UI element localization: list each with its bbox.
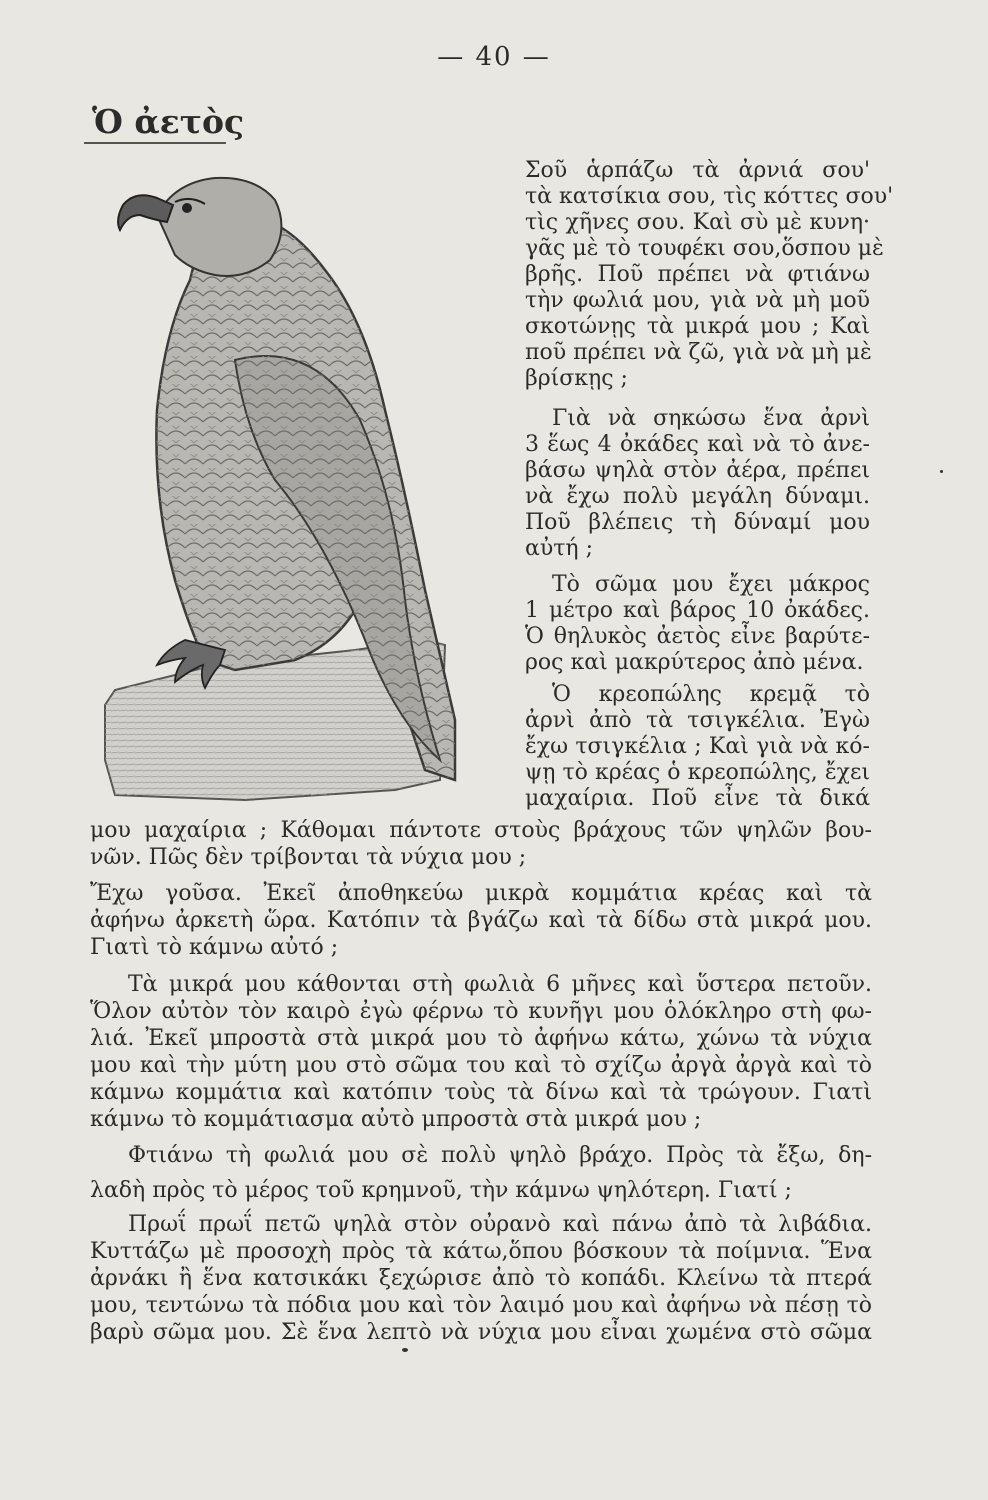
text-line: τὴν φωλιά μου, γιὰ νὰ μὴ μοῦ <box>525 288 870 313</box>
text-line: ἀρνάκι ἢ ἕνα κατσικάκι ξεχώρισε ἀπὸ τὸ κοπάδι. Κλείνω τὰ πτερά <box>90 1266 872 1291</box>
text-line: ρος καὶ μακρύτερος ἀπὸ μένα. <box>525 650 864 675</box>
text-line: λαδὴ πρὸς τὸ μέρος τοῦ κρημνοῦ, τὴν κάμνω ψηλότερη. Γιατί ; <box>90 1178 792 1203</box>
text-line: ἀφήνω ἀρκετὴ ὥρα. Κατόπιν τὰ βγάζω καὶ τὰ δίδω στὰ μικρά μου. <box>90 908 872 933</box>
text-line: ποῦ πρέπει νὰ ζῶ, γιὰ νὰ μὴ μὲ <box>525 340 872 365</box>
text-line: 1 μέτρο καὶ βάρος 10 ὀκάδες. <box>525 598 870 623</box>
text-line: Σοῦ ἁρπάζω τὰ ἀρνιά σου' <box>525 158 870 183</box>
text-line: μου μαχαίρια ; Κάθομαι πάντοτε στοὺς βράχους τῶν ψηλῶν βου- <box>90 818 872 843</box>
text-line: Ὁ κρεοπώλης κρεμᾷ τὸ <box>552 682 870 707</box>
text-line: Φτιάνω τὴ φωλιά μου σὲ πολὺ ψηλὸ βράχο. Πρὸς τὰ ἔξω, δη- <box>128 1143 872 1168</box>
text-line: Κυττάζω μὲ προσοχὴ πρὸς τὰ κάτω,ὅπου βόσκουν τὰ ποίμνια. Ἕνα <box>90 1239 872 1264</box>
text-line: αὐτή ; <box>525 536 593 561</box>
text-line: λιά. Ἐκεῖ μπροστὰ στὰ μικρά μου τὸ ἀφήνω κάτω, χώνω τὰ νύχια <box>90 1026 872 1051</box>
text-line: Ἔχω γοῦσα. Ἐκεῖ ἀποθηκεύω μικρὰ κομμάτια κρέας καὶ τὰ <box>90 881 872 906</box>
text-line: ψῃ τὸ κρέας ὁ κρεοπώλης, ἔχει <box>525 760 870 785</box>
text-line: νὰ ἔχω πολὺ μεγάλη δύναμι. <box>525 484 870 509</box>
page-number: — 40 — <box>437 42 551 72</box>
ink-speck <box>402 1348 408 1352</box>
text-line: τὰ κατσίκια σου, τὶς κόττες σου' <box>525 184 894 209</box>
text-line: Τὰ μικρά μου κάθονται στὴ φωλιὰ 6 μῆνες καὶ ὕστερα πετοῦν. <box>128 972 872 997</box>
text-line: ἀρνὶ ἀπὸ τὰ τσιγκέλια. Ἐγὼ <box>525 708 870 733</box>
text-line: Ὅλον αὐτὸν τὸν καιρὸ ἐγὼ φέρνω τὸ κυνῆγι μου ὁλόκληρο στὴ φω- <box>90 999 872 1024</box>
section-title: Ὁ ἀετὸς <box>92 102 245 141</box>
text-line: βρίσκῃς ; <box>525 366 628 391</box>
text-line: Ὁ θηλυκὸς ἀετὸς εἶνε βαρύτε- <box>525 624 870 649</box>
eye <box>182 203 192 213</box>
text-line: Γιατὶ τὸ κάμνω αὐτό ; <box>90 935 339 960</box>
eagle-illustration <box>95 160 505 810</box>
ink-speck <box>940 470 943 473</box>
text-line: βαρὺ σῶμα μου. Σὲ ἕνα λεπτὸ νὰ νύχια μου εἶναι χωμένα στὸ σῶμα <box>90 1320 872 1345</box>
text-line: βάσω ψηλὰ στὸν ἀέρα, πρέπει <box>525 458 870 483</box>
text-line: Γιὰ νὰ σηκώσω ἕνα ἀρνὶ <box>552 406 870 431</box>
text-line: μαχαίρια. Ποῦ εἶνε τὰ δικά <box>525 786 870 811</box>
text-line: ἔχω τσιγκέλια ; Καὶ γιὰ νὰ κό- <box>525 734 870 759</box>
text-line: μου καὶ τὴν μύτη μου στὸ σῶμα του καὶ τὸ σχίζω ἀργὰ ἀργὰ καὶ τὸ <box>90 1053 872 1078</box>
text-line: 3 ἕως 4 ὀκάδες καὶ νὰ τὸ ἀνε- <box>525 432 870 457</box>
text-line: σκοτώνῃς τὰ μικρά μου ; Καὶ <box>525 314 870 339</box>
text-line: Πρωΐ πρωΐ πετῶ ψηλὰ στὸν οὐρανὸ καὶ πάνω ἀπὸ τὰ λιβάδια. <box>128 1212 872 1237</box>
title-underline <box>84 142 226 144</box>
text-line: Ποῦ βλέπεις τὴ δύναμί μου <box>525 510 870 535</box>
text-line: γᾶς μὲ τὸ τουφέκι σου,ὅσπου μὲ <box>525 236 884 261</box>
text-line: νῶν. Πῶς δὲν τρίβονται τὰ νύχια μου ; <box>90 845 527 870</box>
text-line: κάμνω τὸ κομμάτιασμα αὐτὸ μπροστὰ στὰ μικρά μου ; <box>90 1107 702 1132</box>
text-line: τὶς χῆνες σου. Καὶ σὺ μὲ κυνη· <box>525 210 870 235</box>
text-line: μου, τεντώνω τὰ πόδια μου καὶ τὸν λαιμό μου καὶ ἀφήνω νὰ πέσῃ τὸ <box>90 1293 872 1318</box>
text-line: βρῆς. Ποῦ πρέπει νὰ φτιάνω <box>525 262 870 287</box>
text-line: κάμνω κομμάτια καὶ κατόπιν τοὺς τὰ δίνω καὶ τὰ τρώγουν. Γιατὶ <box>90 1080 872 1105</box>
text-line: Τὸ σῶμα μου ἔχει μάκρος <box>552 572 870 597</box>
